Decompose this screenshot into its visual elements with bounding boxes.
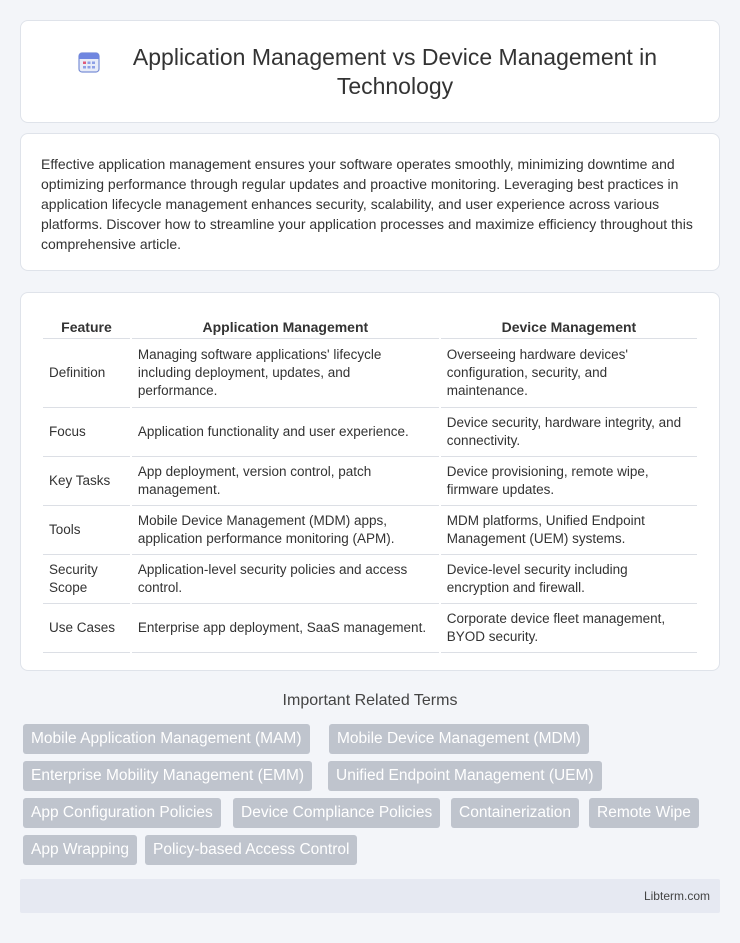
feature-cell: Key Tasks (43, 457, 130, 506)
related-term-tag[interactable]: Unified Endpoint Management (UEM) (328, 761, 602, 791)
footer-site-link[interactable]: Libterm.com (643, 889, 710, 903)
related-term-tag[interactable]: Mobile Application Management (MAM) (23, 724, 310, 754)
application-cell: Managing software applications' lifecycle including deployment, updates, and performance. (132, 339, 439, 408)
table-header-row (43, 315, 697, 339)
device-cell: Corporate device fleet management, BYOD security. (441, 604, 697, 653)
feature-cell: Definition (43, 339, 130, 408)
comparison-table-card (20, 292, 720, 671)
column-header-device: Device Management (441, 315, 697, 339)
related-term-tag[interactable]: Containerization (451, 798, 579, 828)
related-term-tag[interactable]: Device Compliance Policies (233, 798, 440, 828)
application-cell: App deployment, version control, patch management. (132, 457, 439, 506)
related-term-tag[interactable]: Remote Wipe (589, 798, 699, 828)
page-title: Application Management vs Device Management in Technology (132, 44, 658, 99)
related-term-tag[interactable]: Enterprise Mobility Management (EMM) (23, 761, 312, 791)
column-header-application: Application Management (132, 315, 439, 339)
application-cell: Mobile Device Management (MDM) apps, application performance monitoring (APM). (132, 506, 439, 555)
feature-cell: Focus (43, 408, 130, 457)
table-row (43, 408, 697, 457)
table-row (43, 457, 697, 506)
device-cell: Overseeing hardware devices' configuration, security, and maintenance. (441, 339, 697, 408)
related-term-tag[interactable]: App Configuration Policies (23, 798, 221, 828)
application-cell: Application functionality and user experience. (132, 408, 439, 457)
related-term-tag[interactable]: Policy-based Access Control (145, 835, 357, 865)
table-row (43, 555, 697, 604)
feature-cell: Tools (43, 506, 130, 555)
device-cell: Device provisioning, remote wipe, firmware updates. (441, 457, 697, 506)
comparison-table (41, 315, 699, 653)
related-terms-heading: Important Related Terms (282, 692, 458, 709)
title-card (20, 20, 720, 123)
device-cell: Device-level security including encryption and firewall. (441, 555, 697, 604)
device-cell: MDM platforms, Unified Endpoint Management (UEM) systems. (441, 506, 697, 555)
related-term-tag[interactable]: Mobile Device Management (MDM) (329, 724, 589, 754)
table-row (43, 604, 697, 653)
application-cell: Application-level security policies and access control. (132, 555, 439, 604)
calendar-icon (77, 50, 101, 74)
table-row (43, 506, 697, 555)
feature-cell: Use Cases (43, 604, 130, 653)
feature-cell: Security Scope (43, 555, 130, 604)
column-header-feature: Feature (43, 315, 130, 339)
intro-paragraph: Effective application management ensures your software operates smoothly, minimizing downtime and optimizing performance through regular updates and proactive monitoring. Leveraging best practices in application lifecycle management enhances security, scalability, and user experience across various platforms. Discover how to streamline your application processes and maximize efficiency throughout this comprehensive article. (41, 156, 693, 252)
table-row (43, 339, 697, 408)
footer (20, 879, 720, 913)
application-cell: Enterprise app deployment, SaaS management. (132, 604, 439, 653)
related-term-tag[interactable]: App Wrapping (23, 835, 137, 865)
device-cell: Device security, hardware integrity, and connectivity. (441, 408, 697, 457)
intro-card (20, 133, 720, 271)
